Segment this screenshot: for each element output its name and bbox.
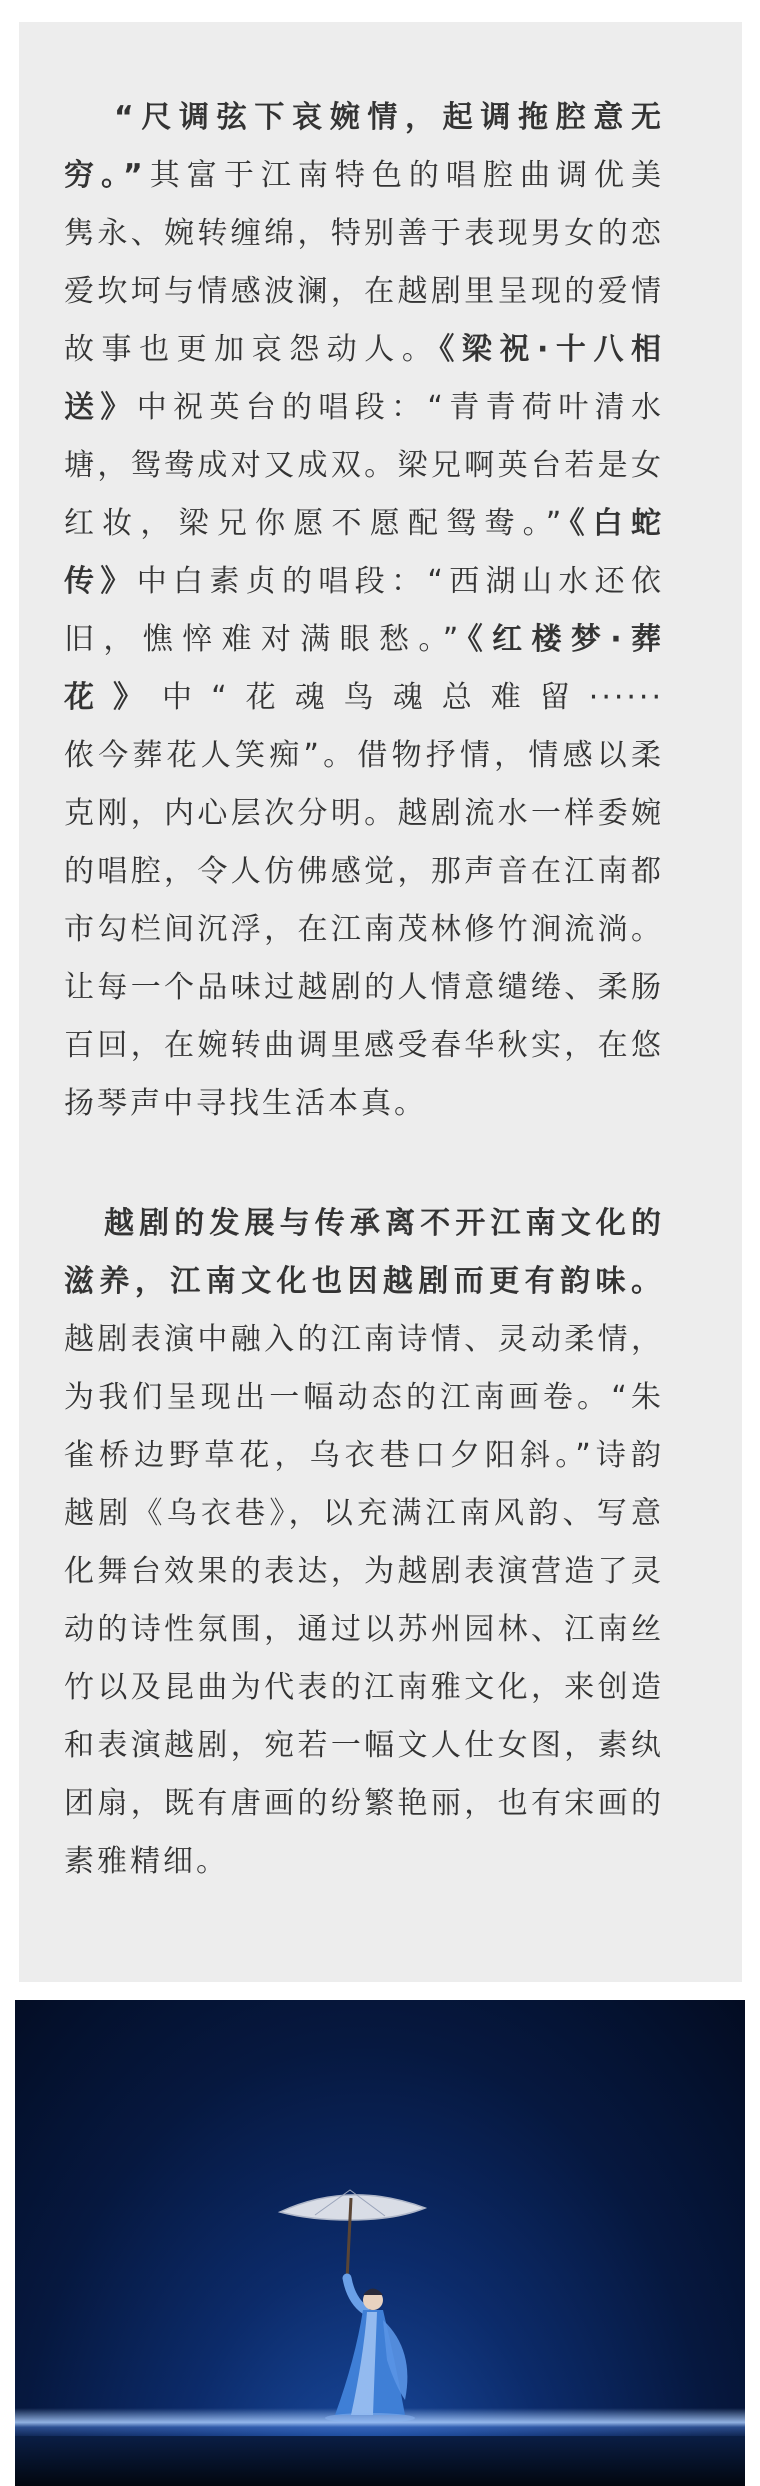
text-segment: 爱坎坷与情感波澜，在越剧里呈现的爱情 (64, 274, 664, 309)
text-segment: 雀桥边野草花，乌衣巷口夕阳斜。”诗韵 (64, 1438, 664, 1473)
text-segment: 红妆，梁兄你愿不愿配鸳鸯。” (64, 506, 565, 541)
text-line (64, 1601, 664, 1659)
text-segment: 扬琴声中寻找生活本真。 (64, 1086, 427, 1121)
text-segment: 越剧《乌衣巷》，以充满江南风韵、写意 (64, 1496, 664, 1531)
text-segment: 化舞台效果的表达，为越剧表演营造了灵 (64, 1554, 664, 1589)
text-line (64, 901, 664, 959)
text-line (64, 1369, 664, 1427)
stage-performance-photo (15, 2000, 745, 2486)
text-segment: 中白素贞的唱段：“西湖山水还依 (136, 564, 665, 599)
text-line (64, 1717, 664, 1775)
text-line (64, 147, 664, 205)
text-segment: 越剧表演中融入的江南诗情、灵动柔情， (64, 1322, 664, 1357)
text-line (64, 1659, 664, 1717)
text-line (64, 843, 664, 901)
article-paragraph-1 (64, 89, 664, 1133)
text-line (64, 1775, 664, 1833)
text-line (64, 553, 664, 611)
text-line (64, 89, 664, 147)
text-line (64, 379, 664, 437)
bold-text-segment: 《红楼梦·葬 (461, 622, 664, 657)
bold-text-segment: 滋养，江南文化也因越剧而更有韵味。 (64, 1264, 664, 1299)
text-segment: 其富于江南特色的唱腔曲调优美 (145, 158, 665, 193)
text-segment: 素雅精细。 (64, 1844, 229, 1879)
text-line (64, 437, 664, 495)
text-segment: 团扇，既有唐画的纷繁艳丽，也有宋画的 (64, 1786, 664, 1821)
bold-text-segment: 花》 (64, 680, 163, 715)
text-segment: 为我们呈现出一幅动态的江南画卷。“朱 (64, 1380, 664, 1415)
text-segment: 让每一个品味过越剧的人情意缱绻、柔肠 (64, 970, 664, 1005)
bold-text-segment: 《梁祝·十八相 (439, 332, 664, 367)
text-line (64, 1485, 664, 1543)
text-line (64, 785, 664, 843)
text-line (64, 1833, 664, 1891)
bold-text-segment: 传》 (64, 564, 137, 599)
text-line (64, 959, 664, 1017)
bold-text-segment: 越剧的发展与传承离不开江南文化的 (104, 1206, 664, 1241)
text-segment: 和表演越剧，宛若一幅文人仕女图，素纨 (64, 1728, 664, 1763)
text-segment: 故事也更加哀怨动人。 (64, 332, 440, 367)
text-segment: 中“花魂鸟魂总难留······ (162, 680, 664, 715)
text-segment: 旧，憔悴难对满眼愁。” (64, 622, 462, 657)
text-segment: 侬今葬花人笑痴”。借物抒情，情感以柔 (64, 738, 664, 773)
text-segment: 市勾栏间沉浮，在江南茂林修竹涧流淌。 (64, 912, 664, 947)
opera-performer-with-umbrella-icon (255, 2160, 455, 2430)
text-line (64, 1543, 664, 1601)
text-line (64, 321, 664, 379)
stage-floor (15, 2436, 745, 2486)
bold-text-segment: “尺调弦下哀婉情，起调拖腔意无 (114, 100, 664, 135)
text-line (64, 1427, 664, 1485)
text-line (64, 1195, 664, 1253)
text-line (64, 1253, 664, 1311)
text-line (64, 669, 664, 727)
bold-text-segment: 穷。” (64, 158, 146, 193)
bold-text-segment: 《白蛇 (564, 506, 665, 541)
text-segment: 的唱腔，令人仿佛感觉，那声音在江南都 (64, 854, 664, 889)
text-segment: 克刚，内心层次分明。越剧流水一样委婉 (64, 796, 664, 831)
text-line (64, 1075, 664, 1133)
text-line (64, 727, 664, 785)
text-segment: 竹以及昆曲为代表的江南雅文化，来创造 (64, 1670, 664, 1705)
text-line (64, 263, 664, 321)
text-segment: 塘，鸳鸯成对又成双。梁兄啊英台若是女 (64, 448, 664, 483)
text-line (64, 495, 664, 553)
text-segment: 中祝英台的唱段：“青青荷叶清水 (136, 390, 665, 425)
text-line (64, 1311, 664, 1369)
text-line (64, 205, 664, 263)
text-segment: 百回，在婉转曲调里感受春华秋实，在悠 (64, 1028, 664, 1063)
text-line (64, 1017, 664, 1075)
text-segment: 动的诗性氛围，通过以苏州园林、江南丝 (64, 1612, 664, 1647)
text-line (64, 611, 664, 669)
bold-text-segment: 送》 (64, 390, 137, 425)
text-segment: 隽永、婉转缠绵，特别善于表现男女的恋 (64, 216, 664, 251)
article-paragraph-2 (64, 1195, 664, 1891)
